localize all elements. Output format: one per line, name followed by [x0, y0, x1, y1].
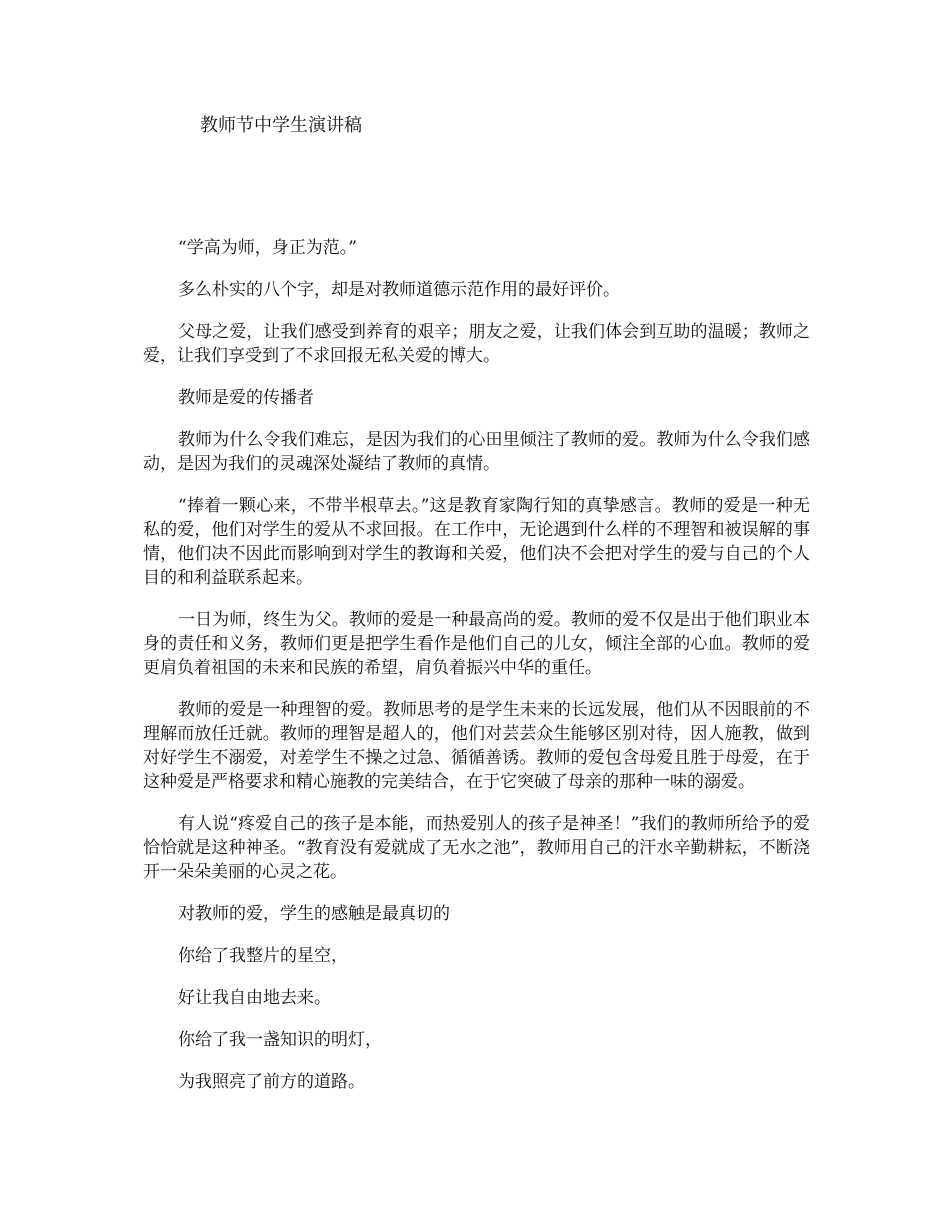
paragraph: 多么朴实的八个字，却是对教师道德示范作用的最好评价。 [178, 280, 620, 300]
section-heading: 教师是爱的传播者 [178, 388, 314, 408]
paragraph: 一日为师，终生为父。教师的爱是一种最高尚的爱。教师的爱不仅是出于他们职业本身的责任和义务，教师们更是把学生看作是他们自己的儿女，倾注全部的心血。教师的爱更肩负着祖国的未来和民族的希望，肩负着振兴中华的重任。 [143, 610, 810, 678]
paragraph: 教师的爱是一种理智的爱。教师思考的是学生未来的长远发展，他们从不因眼前的不理解而放任迁就。教师的理智是超人的，他们对芸芸众生能够区别对待，因人施教，做到对好学生不溺爱，对差学生不操之过急、循循善诱。教师的爱包含母爱且胜于母爱，在于这种爱是严格要求和精心施教的完美结合，在于它突破了母亲的那种一味的溺爱。 [143, 700, 810, 792]
poem-line: 你给了我一盏知识的明灯， [178, 1030, 382, 1050]
poem-line: 好让我自由地去来。 [178, 988, 331, 1008]
paragraph: 父母之爱，让我们感受到养育的艰辛；朋友之爱，让我们体会到互助的温暖；教师之爱，让我们享受到了不求回报无私关爱的博大。 [143, 322, 810, 366]
poem-line: 为我照亮了前方的道路。 [178, 1072, 365, 1092]
paragraph: “学高为师，身正为范。” [178, 238, 357, 258]
document-body [143, 236, 810, 1112]
document-title: 教师节中学生演讲稿 [200, 115, 362, 136]
paragraph: “捧着一颗心来，不带半根草去。”这是教育家陶行知的真挚感言。教师的爱是一种无私的爱，他们对学生的爱从不求回报。在工作中，无论遇到什么样的不理智和被误解的事情，他们决不因此而影响到对学生的教诲和关爱，他们决不会把对学生的爱与自己的个人目的和利益联系起来。 [143, 496, 810, 588]
paragraph: 教师为什么令我们难忘，是因为我们的心田里倾注了教师的爱。教师为什么令我们感动，是因为我们的灵魂深处凝结了教师的真情。 [143, 430, 810, 474]
paragraph: 有人说“疼爱自己的孩子是本能，而热爱别人的孩子是神圣！”我们的教师所给予的爱恰恰就是这种神圣。“教育没有爱就成了无水之池”，教师用自己的汗水辛勤耕耘，不断浇开一朵朵美丽的心灵之花。 [143, 814, 810, 882]
section-heading: 对教师的爱，学生的感触是最真切的 [178, 904, 450, 924]
poem-line: 你给了我整片的星空， [178, 946, 348, 966]
